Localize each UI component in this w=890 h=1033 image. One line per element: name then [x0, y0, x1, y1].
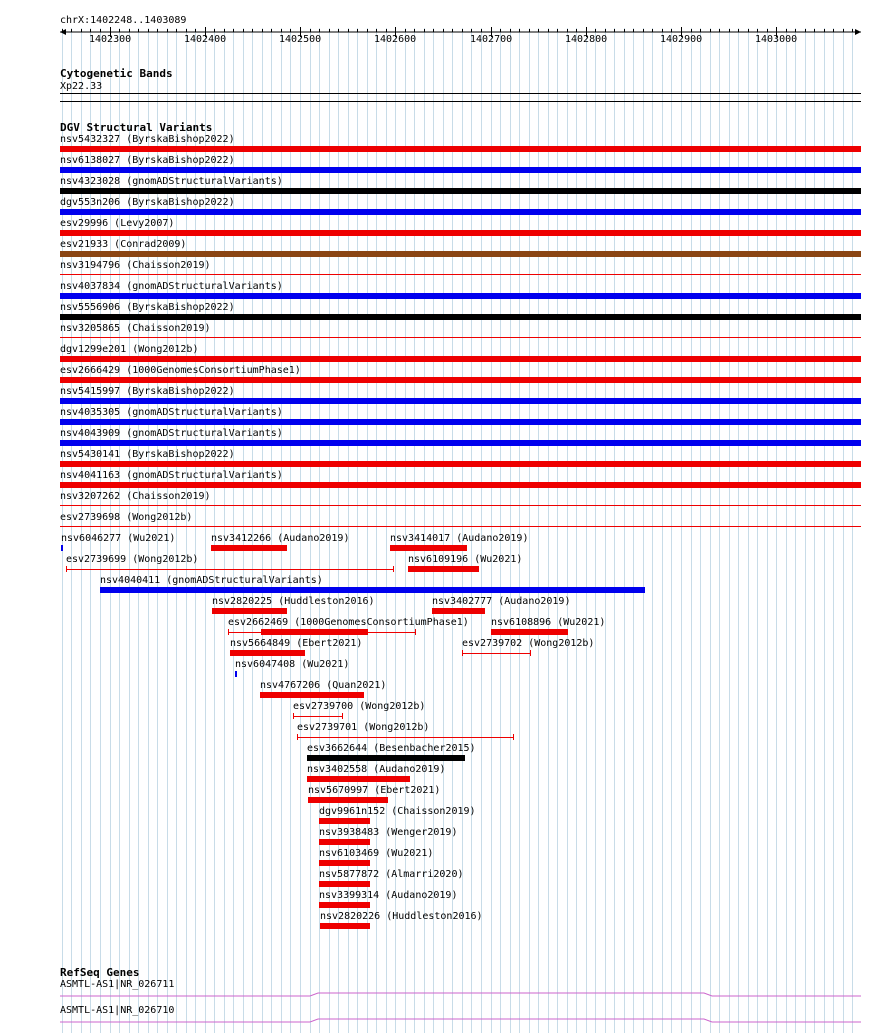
variant-label[interactable]: nsv4767206 (Quan2021) — [260, 680, 387, 691]
variant-label[interactable]: nsv5430141 (ByrskaBishop2022) — [60, 449, 235, 460]
variant-span-cap — [293, 713, 294, 719]
variant-span-cap — [530, 650, 531, 656]
variant-bar[interactable] — [60, 440, 861, 446]
variant-bar[interactable] — [61, 545, 63, 551]
dgv-track-title: DGV Structural Variants — [60, 121, 213, 134]
variant-bar[interactable] — [60, 314, 861, 320]
variant-span-cap — [228, 629, 229, 635]
variant-bar[interactable] — [319, 881, 370, 887]
variant-label[interactable]: nsv2820226 (Huddleston2016) — [320, 911, 483, 922]
cytoband-label[interactable]: Xp22.33 — [60, 81, 103, 92]
variant-label[interactable]: nsv4041163 (gnomADStructuralVariants) — [60, 470, 283, 481]
variant-label[interactable]: dgv9961n152 (Chaisson2019) — [319, 806, 476, 817]
variant-bar[interactable] — [212, 608, 287, 614]
variant-span-cap — [462, 650, 463, 656]
variant-bar[interactable] — [60, 230, 861, 236]
variant-label[interactable]: nsv3414017 (Audano2019) — [390, 533, 529, 544]
variant-bar[interactable] — [320, 923, 370, 929]
variant-bar[interactable] — [60, 398, 861, 404]
variant-label[interactable]: nsv3205865 (Chaisson2019) — [60, 323, 211, 334]
ruler-tick-label: 1402700 — [470, 34, 513, 45]
ruler-tick-label: 1402900 — [660, 34, 703, 45]
variant-label[interactable]: nsv5432327 (ByrskaBishop2022) — [60, 134, 235, 145]
variant-label[interactable]: nsv5877872 (Almarri2020) — [319, 869, 464, 880]
variant-label[interactable]: nsv4035305 (gnomADStructuralVariants) — [60, 407, 283, 418]
variant-bar[interactable] — [60, 419, 861, 425]
ruler-tick-label: 1402300 — [89, 34, 132, 45]
variant-label[interactable]: nsv4323028 (gnomADStructuralVariants) — [60, 176, 283, 187]
variant-bar[interactable] — [60, 377, 861, 383]
variant-label[interactable]: esv2739698 (Wong2012b) — [60, 512, 193, 523]
variant-label[interactable]: esv2666429 (1000GenomesConsortiumPhase1) — [60, 365, 301, 376]
variant-span-line[interactable] — [293, 716, 343, 717]
variant-bar[interactable] — [432, 608, 485, 614]
variant-label[interactable]: nsv3207262 (Chaisson2019) — [60, 491, 211, 502]
variant-bar[interactable] — [308, 797, 388, 803]
variant-bar[interactable] — [307, 776, 410, 782]
variant-bar[interactable] — [491, 629, 568, 635]
ruler-tick-label: 1402400 — [184, 34, 227, 45]
gene-model[interactable] — [0, 989, 890, 1001]
variant-label[interactable]: esv2739699 (Wong2012b) — [66, 554, 199, 565]
variant-label[interactable]: esv2739702 (Wong2012b) — [462, 638, 595, 649]
variant-label[interactable]: nsv3412266 (Audano2019) — [211, 533, 350, 544]
variant-inner-bar[interactable] — [261, 629, 368, 635]
variant-bar[interactable] — [60, 209, 861, 215]
variant-span-cap — [342, 713, 343, 719]
variant-label[interactable]: nsv5415997 (ByrskaBishop2022) — [60, 386, 235, 397]
gene-label[interactable]: ASMTL-AS1|NR_026710 — [60, 1005, 175, 1016]
variant-label[interactable]: nsv5664849 (Ebert2021) — [230, 638, 363, 649]
gene-structure-line — [60, 1019, 861, 1022]
variant-label[interactable]: nsv6138027 (ByrskaBishop2022) — [60, 155, 235, 166]
variant-bar[interactable] — [60, 167, 861, 173]
variant-bar[interactable] — [390, 545, 467, 551]
variant-label[interactable]: nsv6046277 (Wu2021) — [61, 533, 176, 544]
variant-bar[interactable] — [408, 566, 479, 572]
variant-span-line[interactable] — [462, 653, 531, 654]
variant-span-line[interactable] — [66, 569, 394, 570]
variant-label[interactable]: nsv5670997 (Ebert2021) — [308, 785, 441, 796]
variant-span-cap — [393, 566, 394, 572]
variant-span-cap — [513, 734, 514, 740]
variant-bar[interactable] — [260, 692, 364, 698]
gene-structure-line — [60, 993, 861, 996]
variant-bar[interactable] — [60, 146, 861, 152]
ruler-tick-label: 1402600 — [374, 34, 417, 45]
cytoband-track-title: Cytogenetic Bands — [60, 67, 173, 80]
variant-label[interactable]: nsv3194796 (Chaisson2019) — [60, 260, 211, 271]
variant-bar[interactable] — [60, 505, 861, 506]
variant-bar[interactable] — [100, 587, 645, 593]
variant-bar[interactable] — [60, 461, 861, 467]
variant-label[interactable]: nsv4037834 (gnomADStructuralVariants) — [60, 281, 283, 292]
variant-label[interactable]: nsv4043909 (gnomADStructuralVariants) — [60, 428, 283, 439]
variant-label[interactable]: nsv6108896 (Wu2021) — [491, 617, 606, 628]
gene-model[interactable] — [0, 1015, 890, 1027]
variant-label[interactable]: nsv3399314 (Audano2019) — [319, 890, 458, 901]
variant-label[interactable]: nsv6109196 (Wu2021) — [408, 554, 523, 565]
variant-label[interactable]: nsv4040411 (gnomADStructuralVariants) — [100, 575, 323, 586]
variant-bar[interactable] — [235, 671, 237, 677]
variant-label[interactable]: esv3662644 (Besenbacher2015) — [307, 743, 476, 754]
variant-span-line[interactable] — [297, 737, 514, 738]
cytoband-divider — [60, 101, 861, 102]
ruler-tick-label: 1402500 — [279, 34, 322, 45]
variant-bar[interactable] — [60, 293, 861, 299]
variant-bar[interactable] — [60, 337, 861, 338]
variant-bar[interactable] — [319, 818, 370, 824]
variant-label[interactable]: nsv6103469 (Wu2021) — [319, 848, 434, 859]
variant-bar[interactable] — [319, 860, 370, 866]
variant-bar[interactable] — [230, 650, 305, 656]
variant-bar[interactable] — [60, 482, 861, 488]
refseq-track-title: RefSeq Genes — [60, 966, 140, 979]
variant-label[interactable]: esv2739700 (Wong2012b) — [293, 701, 426, 712]
variant-bar[interactable] — [319, 839, 370, 845]
variant-label[interactable]: esv2662469 (1000GenomesConsortiumPhase1) — [228, 617, 469, 628]
ruler-tick-label: 1403000 — [755, 34, 798, 45]
variant-label[interactable]: esv2739701 (Wong2012b) — [297, 722, 430, 733]
variant-bar[interactable] — [60, 526, 861, 527]
variant-span-cap — [415, 629, 416, 635]
variant-label[interactable]: nsv3402777 (Audano2019) — [432, 596, 571, 607]
variant-label[interactable]: nsv3402558 (Audano2019) — [307, 764, 446, 775]
gene-label[interactable]: ASMTL-AS1|NR_026711 — [60, 979, 175, 990]
variant-span-cap — [66, 566, 67, 572]
location-label: chrX:1402248..1403089 — [60, 15, 187, 26]
variant-label[interactable]: esv29996 (Levy2007) — [60, 218, 175, 229]
variant-label[interactable]: esv21933 (Conrad2009) — [60, 239, 187, 250]
variant-bar[interactable] — [319, 902, 370, 908]
variant-label[interactable]: nsv2820225 (Huddleston2016) — [212, 596, 375, 607]
variant-bar[interactable] — [60, 188, 861, 194]
variant-bar[interactable] — [307, 755, 465, 761]
variant-label[interactable]: nsv6047408 (Wu2021) — [235, 659, 350, 670]
variant-label[interactable]: nsv3938483 (Wenger2019) — [319, 827, 458, 838]
variant-label[interactable]: nsv5556906 (ByrskaBishop2022) — [60, 302, 235, 313]
variant-bar[interactable] — [60, 251, 861, 257]
variant-span-cap — [297, 734, 298, 740]
variant-label[interactable]: dgv553n206 (ByrskaBishop2022) — [60, 197, 235, 208]
variant-bar[interactable] — [60, 356, 861, 362]
variant-bar[interactable] — [60, 274, 861, 275]
ruler-tick-label: 1402800 — [565, 34, 608, 45]
variant-bar[interactable] — [211, 545, 287, 551]
cytoband-bar[interactable] — [60, 93, 861, 94]
variant-label[interactable]: dgv1299e201 (Wong2012b) — [60, 344, 199, 355]
